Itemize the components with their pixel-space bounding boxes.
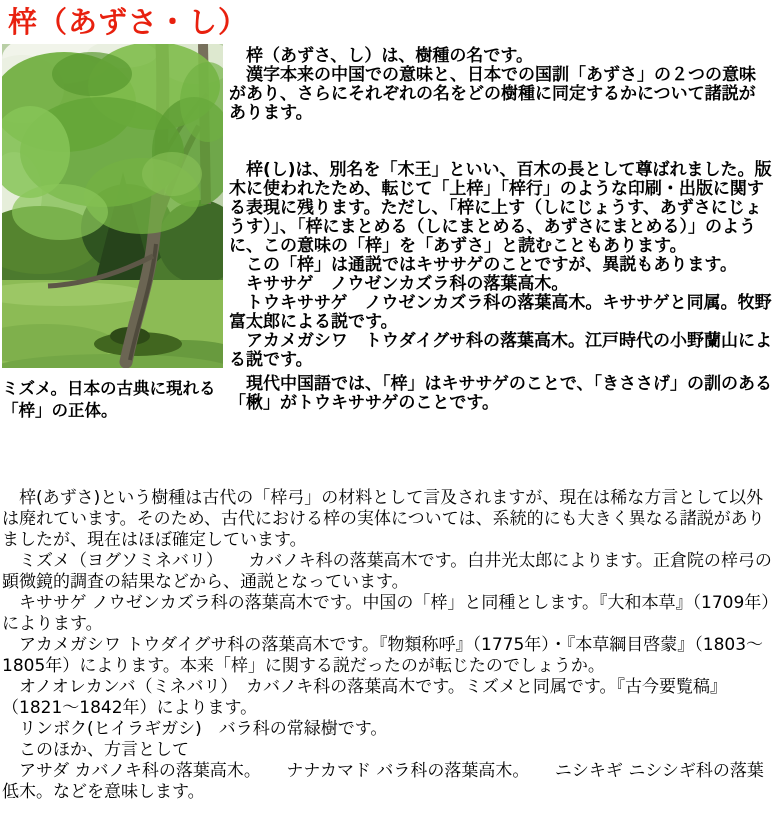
top-section — [2, 44, 772, 458]
paragraph-dialects-intro: このほか、方言として — [2, 740, 189, 761]
paragraph-shi-meaning: 梓(し)は、別名を「木王」といい、百木の長として尊ばれました。版木に使われたため、転じて「上梓」「梓行」のような印刷・出版に関する表現に残ります。ただし、「梓に上す（しにじょうす、あずさにじょうす）」、「梓にまとめる（しにまとめる、あずさにまとめる）」のように、この意味の「梓」を「あずさ」と読むこともあります。 — [229, 160, 772, 257]
photo-caption: ミズメ。日本の古典に現れる「梓」の正体。 — [2, 379, 216, 420]
paragraph-onoorekanba: オノオレカンバ（ミネバリ） カバノキ科の落葉高木です。ミズメと同属です。『古今要覧稿』（1821〜1842年）によります。 — [2, 677, 728, 719]
page-title: 梓（あずさ・し） — [8, 5, 249, 39]
photo-column — [2, 44, 225, 421]
paragraph-mizume: ミズメ（ヨグソミネバリ） カバノキ科の落葉高木です。白井光太郎によります。正倉院の梓弓の顕微鏡的調査の結果などから、通説となっています。 — [2, 551, 772, 593]
azusa-section — [2, 488, 772, 803]
intro-text-column — [225, 44, 772, 413]
paragraph-akamegashiwa-butsurui: アカメガシワ トウダイグサ科の落葉高木です。『物類称呼』（1775年）・『本草綱目啓蒙』（1803〜1805年）によります。本来「梓」に関する説だったのが転じたのでしょうか。 — [2, 635, 764, 677]
paragraph-akamegashiwa: アカメガシワ トウダイグサ科の落葉高木。江戸時代の小野蘭山による説です。 — [229, 331, 772, 371]
paragraph-dialects-list: アサダ カバノキ科の落葉高木。 ナナカマド バラ科の落葉高木。 ニシキギ ニシシギ科の落葉低木。などを意味します。 — [2, 761, 764, 803]
tree-photo — [2, 44, 223, 368]
paragraph-toukisasage: トウキササゲ ノウゼンカズラ科の落葉高木。キササゲと同属。牧野富太郎による説です。 — [229, 293, 772, 333]
paragraph-kisasage-yamato: キササゲ ノウゼンカズラ科の落葉高木です。中国の「梓」と同種とします。『大和本草』（1709年）によります。 — [2, 593, 770, 635]
paragraph-definition: 梓（あずさ、し）は、樹種の名です。 — [229, 46, 533, 67]
paragraph-kisasage-theory: この「梓」は通説ではキササゲのことですが、異説もあります。 — [229, 255, 737, 276]
paragraph-kisasage: キササゲ ノウゼンカズラ科の落葉高木。 — [229, 274, 569, 295]
paragraph-modern-chinese: 現代中国語では、「梓」はキササゲのことで、「きささげ」の訓のある「楸」がトウキササゲのことです。 — [229, 374, 772, 414]
paragraph-rinboku: リンボク(ヒイラギガシ) バラ科の常緑樹です。 — [2, 719, 388, 740]
paragraph-azusa-intro: 梓(あずさ)という樹種は古代の「梓弓」の材料として言及されますが、現在は稀な方言として以外は廃れています。そのため、古代における梓の実体については、系統的にも大きく異なる諸説がありましたが、現在はほぼ確定しています。 — [2, 488, 765, 551]
paragraph-two-meanings: 漢字本来の中国での意味と、日本での国訓「あずさ」の２つの意味があり、さらにそれぞれの名をどの樹種に同定するかについて諸説があります。 — [229, 65, 756, 124]
